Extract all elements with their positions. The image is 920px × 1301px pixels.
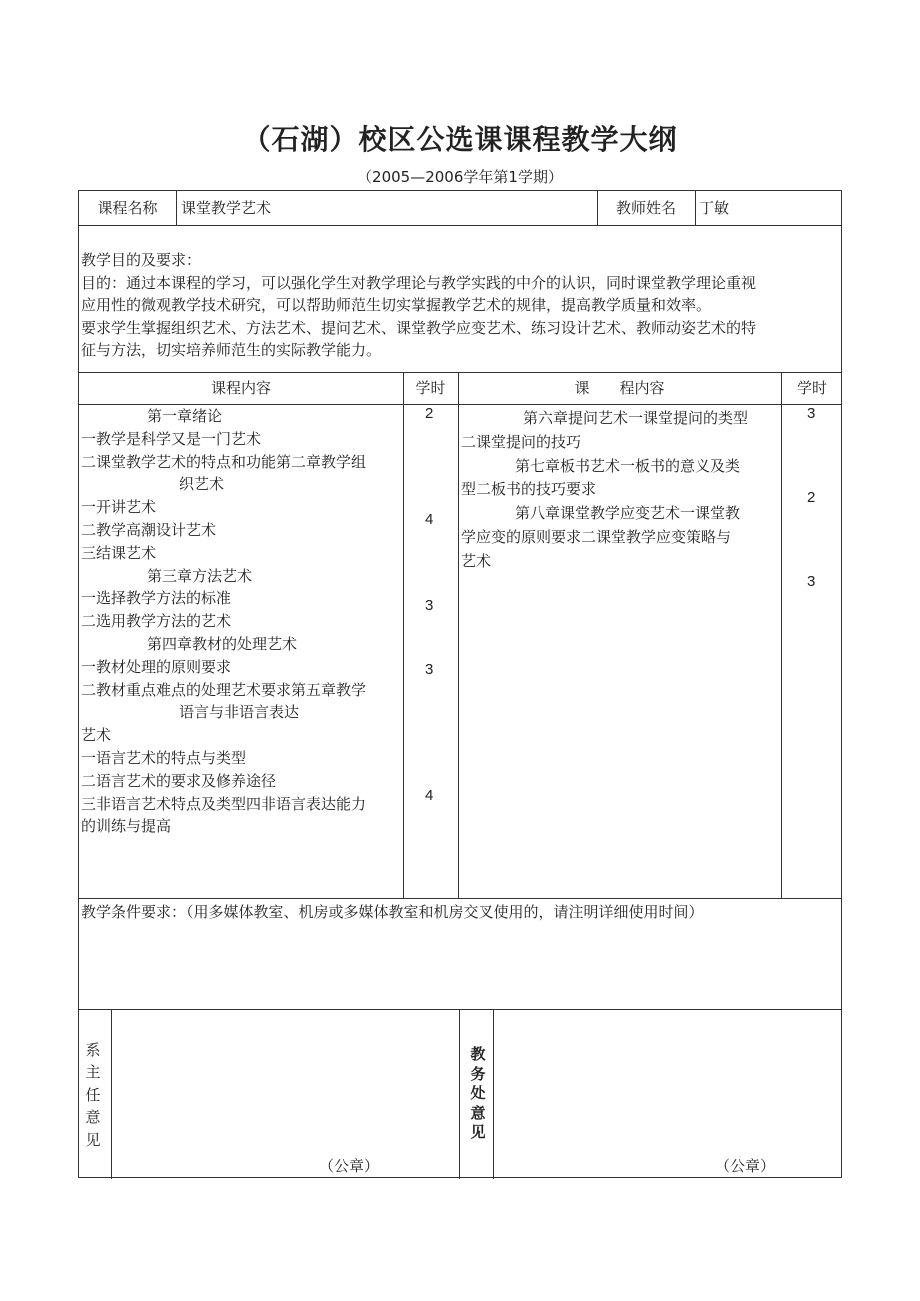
row-divider (79, 372, 841, 373)
content-item: 二教学高潮设计艺术 (81, 520, 217, 539)
col-divider (176, 191, 177, 225)
teacher-name-label: 教师姓名 (615, 199, 676, 217)
right-content-list (461, 407, 779, 574)
hours-value: 3 (425, 597, 434, 614)
objectives-section (81, 249, 841, 362)
chapter-heading: 第八章课堂教学应变艺术一课堂教 (515, 504, 741, 523)
col-divider (111, 1009, 112, 1179)
official-seal-right: （公章） (715, 1157, 776, 1175)
page-title: （石湖）校区公选课课程教学大纲 (242, 123, 678, 156)
objectives-heading: 教学目的及要求： (81, 251, 202, 269)
col-divider (458, 372, 459, 898)
hours-value: 2 (807, 489, 816, 506)
content-item: 织艺术 (179, 475, 225, 494)
content-item: 二课堂教学艺术的特点和功能第二章教学组 (81, 452, 367, 471)
objectives-line: 要求学生掌握组织艺术、方法艺术、提问艺术、课堂教学应变艺术、练习设计艺术、教师动姿艺术的特 (81, 318, 757, 337)
chapter-heading: 第七章板书艺术一板书的意义及类 (515, 456, 741, 475)
content-item: 语言与非语言表达 (179, 703, 300, 722)
course-name-value: 课堂教学艺术 (181, 199, 272, 217)
syllabus-table (78, 190, 842, 1178)
hours-value: 4 (425, 787, 434, 804)
chapter-heading: 第一章绪论 (147, 407, 223, 425)
col-divider (493, 1009, 494, 1179)
row-divider (79, 898, 841, 899)
conditions-text: 教学条件要求：（用多媒体教室、机房或多媒体教室和机房交叉使用的，请注明详细使用时间） (81, 903, 704, 921)
objectives-line: 征与方法，切实培养师范生的实际教学能力。 (81, 341, 382, 360)
chapter-heading: 第六章提问艺术一课堂提问的类型 (523, 409, 749, 427)
academic-office-opinion-label: 教 务 处 意 见 (470, 1045, 486, 1141)
chapter-heading: 第三章方法艺术 (147, 566, 253, 585)
col-divider (459, 1009, 460, 1179)
content-item: 二选用教学方法的艺术 (81, 612, 232, 631)
content-item: 三非语言艺术特点及类型四非语言表达能力 (81, 794, 367, 813)
hours-value: 3 (807, 405, 816, 422)
content-item: 艺术 (461, 551, 492, 570)
col-divider (403, 372, 404, 898)
content-item: 二课堂提问的技巧 (461, 432, 582, 451)
content-item: 一教学是科学又是一门艺术 (81, 429, 262, 448)
left-content-list (81, 405, 403, 838)
col-divider (781, 372, 782, 898)
content-item: 三结课艺术 (81, 543, 157, 562)
content-item: 一语言艺术的特点与类型 (81, 748, 247, 767)
objectives-line: 应用性的微观教学技术研究，可以帮助师范生切实掌握教学艺术的规律，提高教学质量和效率。 (81, 296, 712, 315)
hours-value: 3 (425, 661, 434, 678)
content-item: 二教材重点难点的处理艺术要求第五章教学 (81, 680, 367, 699)
hours-value: 3 (807, 573, 816, 590)
page-subtitle: （2005—2006学年第1学期） (357, 168, 563, 186)
row-divider (79, 225, 841, 226)
col-divider (695, 191, 696, 225)
content-item: 的训练与提高 (81, 817, 172, 836)
hours-value: 4 (425, 511, 434, 528)
header-content-left: 课程内容 (210, 379, 271, 397)
content-item: 二语言艺术的要求及修养途径 (81, 771, 277, 790)
header-hours-left: 学时 (415, 379, 446, 397)
content-item: 一开讲艺术 (81, 498, 157, 517)
objectives-line: 目的：通过本课程的学习，可以强化学生对教学理论与教学实践的中介的认识，同时课堂教学理论重视 (81, 273, 757, 292)
dept-head-opinion-label: 系 主 任 意 见 (85, 1041, 101, 1149)
course-name-label: 课程名称 (97, 199, 158, 217)
official-seal-left: （公章） (319, 1157, 380, 1175)
hours-value: 2 (425, 405, 434, 422)
row-divider (79, 1009, 841, 1010)
content-item: 一教材处理的原则要求 (81, 657, 232, 676)
chapter-heading: 第四章教材的处理艺术 (147, 634, 298, 653)
content-item: 一选择教学方法的标准 (81, 589, 232, 608)
content-item: 学应变的原则要求二课堂教学应变策略与 (461, 527, 732, 546)
teacher-name-value: 丁敏 (699, 199, 730, 217)
content-item: 艺术 (81, 726, 112, 745)
header-content-right: 课 程内容 (574, 379, 665, 397)
header-hours-right: 学时 (796, 379, 827, 397)
content-item: 型二板书的技巧要求 (461, 480, 597, 499)
